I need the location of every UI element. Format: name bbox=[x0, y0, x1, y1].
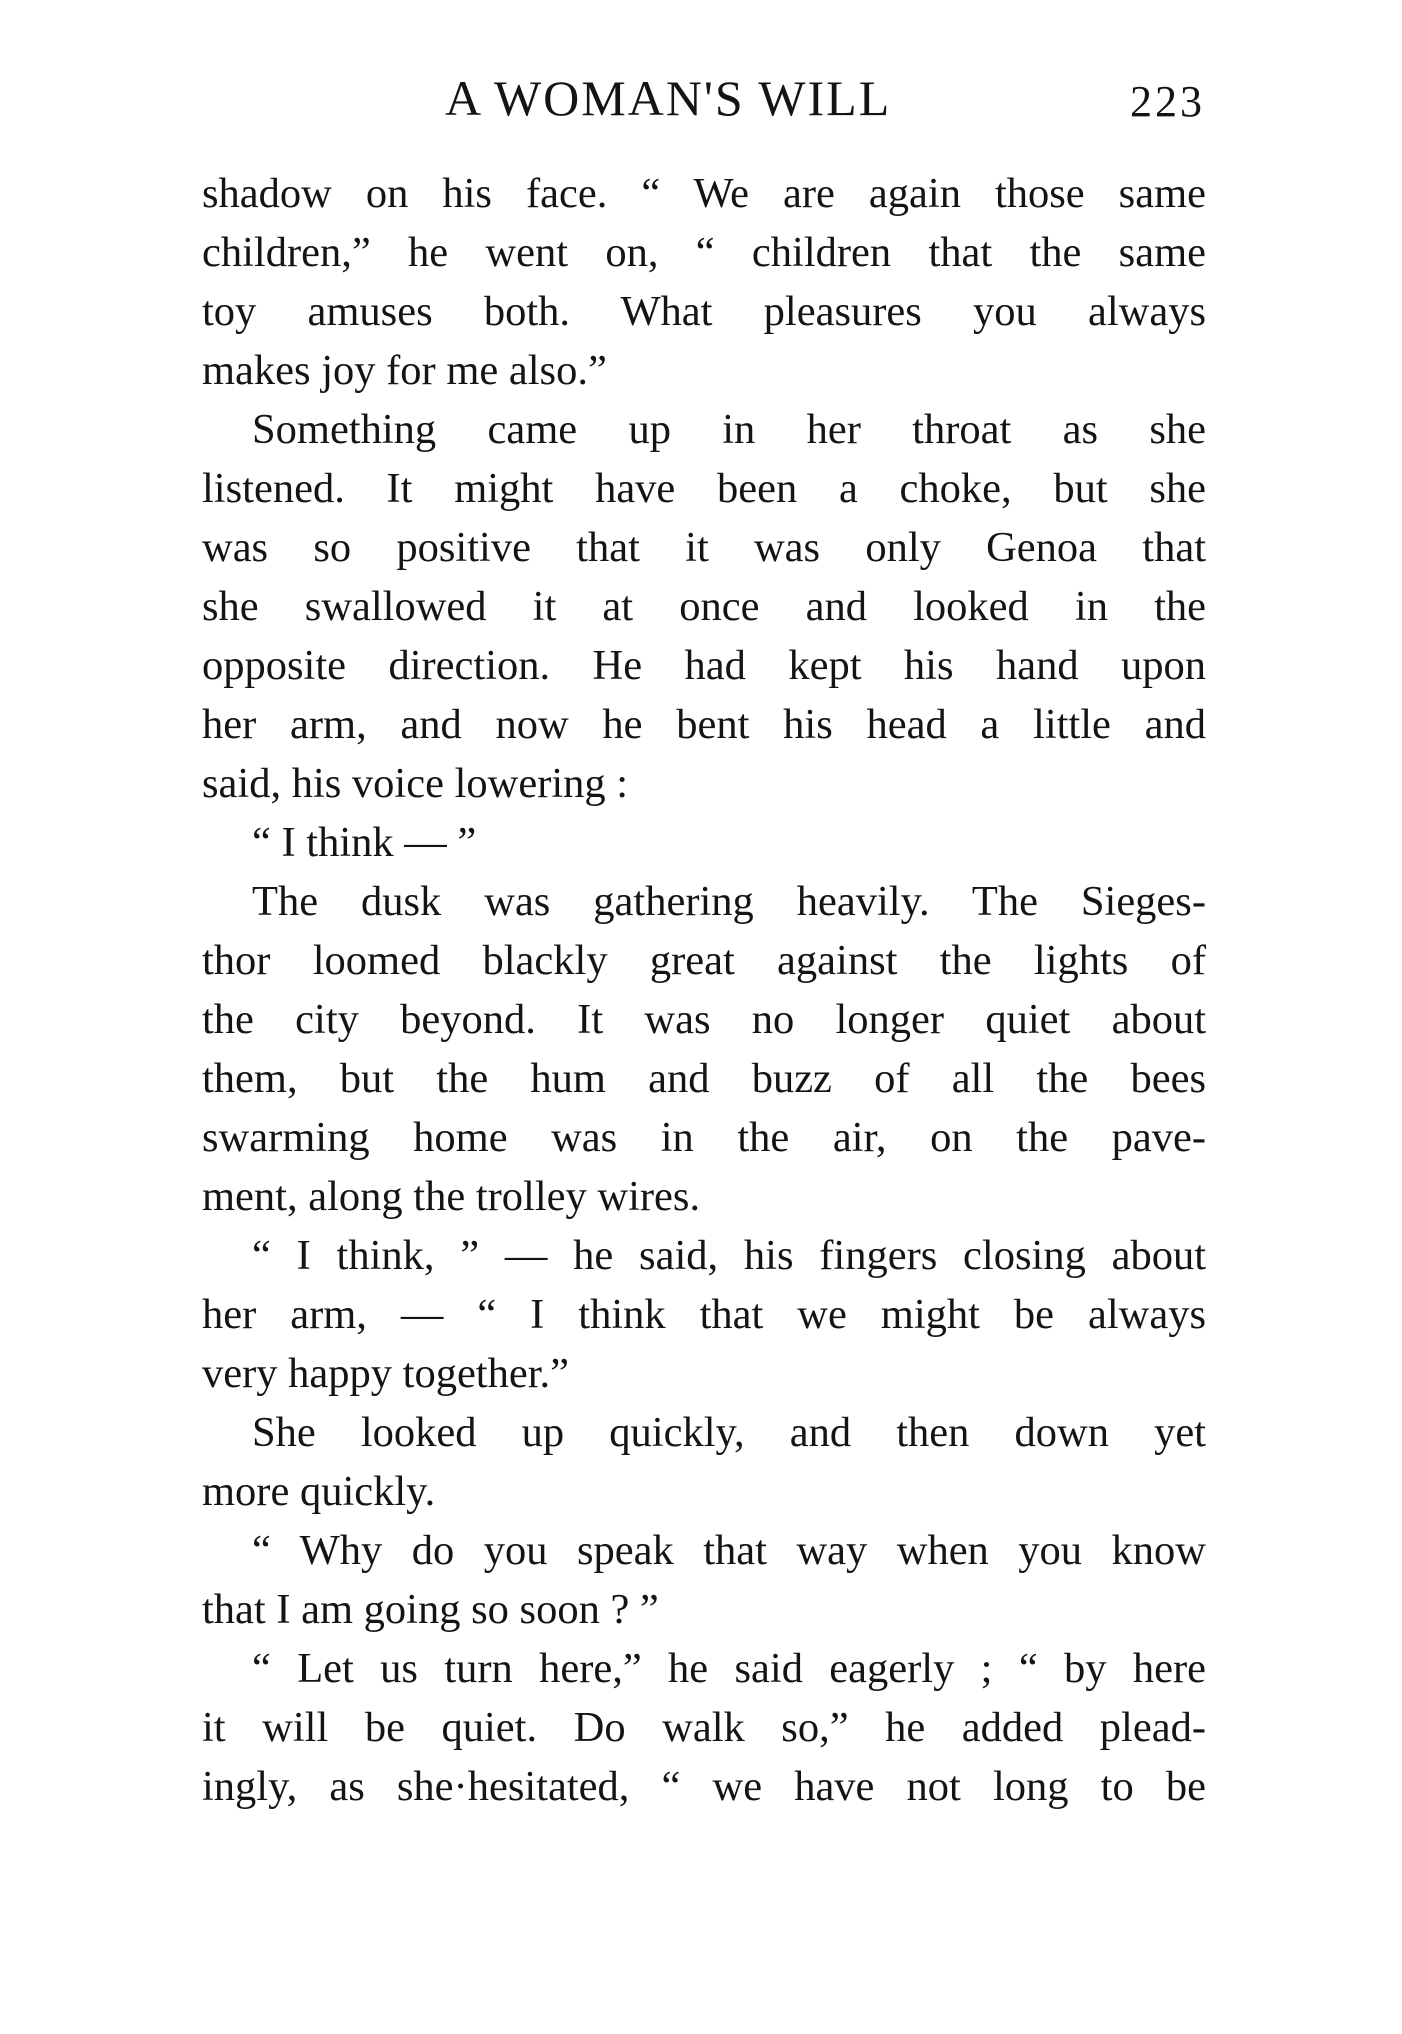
text-line: she swallowed it at once and looked in the bbox=[202, 583, 1206, 630]
text-line: that I am going so soon ? ” bbox=[202, 1586, 659, 1633]
text-line: shadow on his face. “ We are again those same bbox=[202, 170, 1206, 217]
text-line: She looked up quickly, and then down yet bbox=[252, 1409, 1206, 1456]
text-line: makes joy for me also.” bbox=[202, 347, 607, 394]
text-line: the city beyond. It was no longer quiet about bbox=[202, 996, 1206, 1043]
text-line: it will be quiet. Do walk so,” he added plead- bbox=[202, 1704, 1206, 1751]
text-line: more quickly. bbox=[202, 1468, 436, 1515]
text-line: them, but the hum and buzz of all the bees bbox=[202, 1055, 1206, 1102]
text-line: “ I think, ” — he said, his fingers closing about bbox=[252, 1232, 1206, 1279]
text-line: said, his voice lowering : bbox=[202, 760, 629, 807]
text-line: opposite direction. He had kept his hand upon bbox=[202, 642, 1206, 689]
running-title: A WOMAN'S WILL bbox=[445, 70, 892, 126]
text-line: The dusk was gathering heavily. The Sieges- bbox=[252, 878, 1206, 925]
body-text bbox=[202, 164, 1206, 1816]
page-number: 223 bbox=[1130, 77, 1205, 126]
text-line: very happy together.” bbox=[202, 1350, 570, 1397]
running-head bbox=[200, 68, 1205, 128]
text-line: swarming home was in the air, on the pave- bbox=[202, 1114, 1206, 1161]
text-line: “ Why do you speak that way when you know bbox=[252, 1527, 1206, 1574]
text-line: her arm, and now he bent his head a little and bbox=[202, 701, 1206, 748]
text-line: toy amuses both. What pleasures you always bbox=[202, 288, 1206, 335]
text-line: Something came up in her throat as she bbox=[252, 406, 1206, 453]
text-line: children,” he went on, “ children that the same bbox=[202, 229, 1206, 276]
text-line: was so positive that it was only Genoa that bbox=[202, 524, 1206, 571]
text-line: her arm, — “ I think that we might be always bbox=[202, 1291, 1206, 1338]
text-line: ment, along the trolley wires. bbox=[202, 1173, 701, 1220]
text-line: listened. It might have been a choke, but she bbox=[202, 465, 1206, 512]
text-line: “ Let us turn here,” he said eagerly ; “ by here bbox=[252, 1645, 1206, 1692]
text-line: ingly, as she·hesitated, “ we have not long to be bbox=[202, 1763, 1206, 1810]
text-line: “ I think — ” bbox=[252, 819, 477, 866]
text-line: thor loomed blackly great against the lights of bbox=[202, 937, 1206, 984]
